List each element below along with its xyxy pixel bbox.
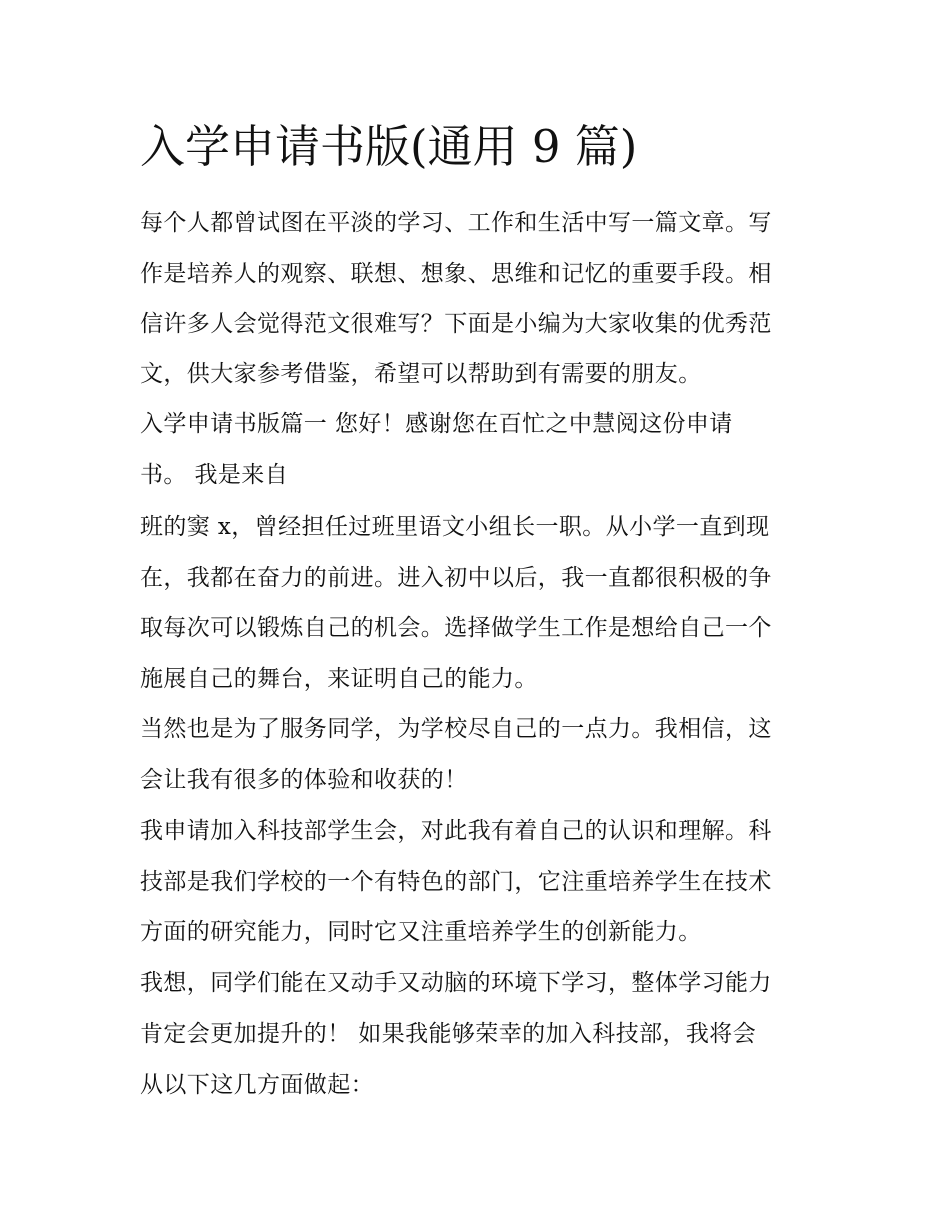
body-line-2: 作是培养人的观察、联想、想象、思维和记忆的重要手段。相 (140, 261, 772, 287)
body-line-1: 每个人都曾试图在平淡的学习、工作和生活中写一篇文章。写 (140, 210, 772, 236)
body-line-6: 书。 我是来自 (140, 462, 289, 488)
document-title: 入学申请书版(通用 9 篇) (140, 120, 638, 173)
body-line-7: 班的窦 x，曾经担任过班里语文小组长一职。从小学一直到现 (140, 514, 770, 540)
body-line-3: 信许多人会觉得范文很难写？下面是小编为大家收集的优秀范 (140, 311, 772, 337)
body-line-16: 我想，同学们能在又动手又动脑的环境下学习，整体学习能力 (140, 970, 772, 996)
body-line-10: 施展自己的舞台，来证明自己的能力。 (140, 666, 538, 692)
body-line-4: 文，供大家参考借鉴，希望可以帮助到有需要的朋友。 (140, 361, 702, 387)
body-line-12: 会让我有很多的体验和收获的！ (140, 767, 468, 793)
body-line-13: 我申请加入科技部学生会，对此我有着自己的认识和理解。科 (140, 818, 772, 844)
body-line-5: 入学申请书版篇一 您好！感谢您在百忙之中慧阅这份申请 (140, 411, 733, 437)
body-line-17: 肯定会更加提升的！ 如果我能够荣幸的加入科技部，我将会 (140, 1021, 757, 1047)
body-line-18: 从以下这几方面做起： (140, 1072, 374, 1098)
body-line-8: 在，我都在奋力的前进。进入初中以后，我一直都很积极的争 (140, 565, 772, 591)
body-line-9: 取每次可以锻炼自己的机会。选择做学生工作是想给自己一个 (140, 615, 772, 641)
body-line-11: 当然也是为了服务同学，为学校尽自己的一点力。我相信，这 (140, 716, 772, 742)
body-line-15: 方面的研究能力，同时它又注重培养学生的创新能力。 (140, 919, 702, 945)
body-line-14: 技部是我们学校的一个有特色的部门，它注重培养学生在技术 (140, 869, 772, 895)
